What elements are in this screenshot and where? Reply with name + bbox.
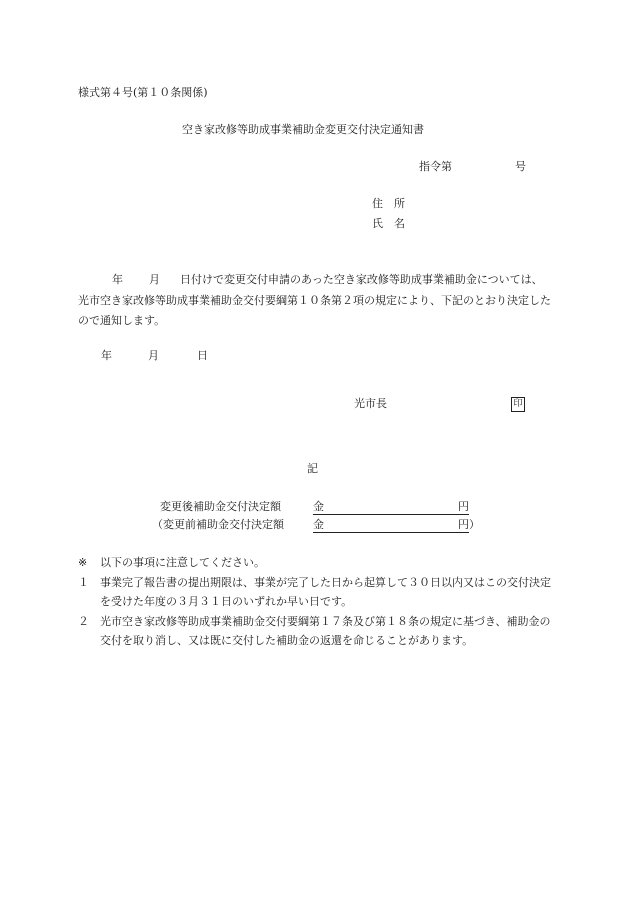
- amount-after-field: [313, 500, 469, 515]
- recipient-address-label: 住 所: [372, 197, 405, 210]
- directive-suffix: 号: [515, 160, 526, 173]
- date-year: 年: [101, 349, 112, 362]
- note-text: 事業完了報告書の提出期限は、事業が完了した日から起算して３０日以内又はこの交付決定を受けた年度の３月３１日のいずれか早い日です。: [100, 576, 551, 608]
- date-month: 月: [148, 349, 159, 362]
- note-text: 光市空き家改修等助成事業補助金交付要綱第１７条及び第１８条の規定に基づき、補助金の交付を取り消し、又は既に交付した補助金の返還を命じることがあります。: [100, 615, 551, 647]
- directive-prefix: 指令第: [419, 160, 452, 173]
- recipient-name-label: 氏 名: [372, 217, 405, 230]
- note-number: ２: [78, 615, 89, 628]
- form-number: 様式第４号(第１０条関係): [78, 86, 208, 99]
- body-year: 年: [112, 273, 123, 286]
- amount-before-label: （変更前補助金交付決定額: [152, 518, 284, 531]
- amount-before-unit: 円: [458, 518, 469, 531]
- amount-before-close: ）: [469, 518, 480, 531]
- seal-mark: 印: [511, 397, 525, 412]
- ki-heading: 記: [307, 462, 318, 475]
- document-title: 空き家改修等助成事業補助金変更交付決定通知書: [182, 123, 424, 136]
- amount-after-label: 変更後補助金交付決定額: [160, 500, 281, 513]
- notes-header: 以下の事項に注意してください。: [100, 556, 265, 569]
- note-item: [78, 573, 558, 611]
- body-text: 日付けで変更交付申請のあった空き家改修等助成事業補助金については、光市空き家改修等助成事業補助金交付要綱第１０条第２項の規定により、下記のとおり決定したので通知します。: [78, 273, 551, 327]
- notification-body: [78, 270, 553, 332]
- amount-after-unit: 円: [458, 500, 469, 513]
- body-month: 月: [149, 273, 160, 286]
- note-item: [78, 612, 558, 650]
- date-day: 日: [197, 349, 208, 362]
- amount-before-field: [313, 518, 469, 533]
- note-number: １: [78, 576, 89, 589]
- amount-after-prefix: 金: [313, 500, 324, 513]
- notes-mark: ※: [78, 556, 88, 569]
- amount-before-prefix: 金: [313, 518, 324, 531]
- issuer-name: 光市長: [354, 397, 387, 410]
